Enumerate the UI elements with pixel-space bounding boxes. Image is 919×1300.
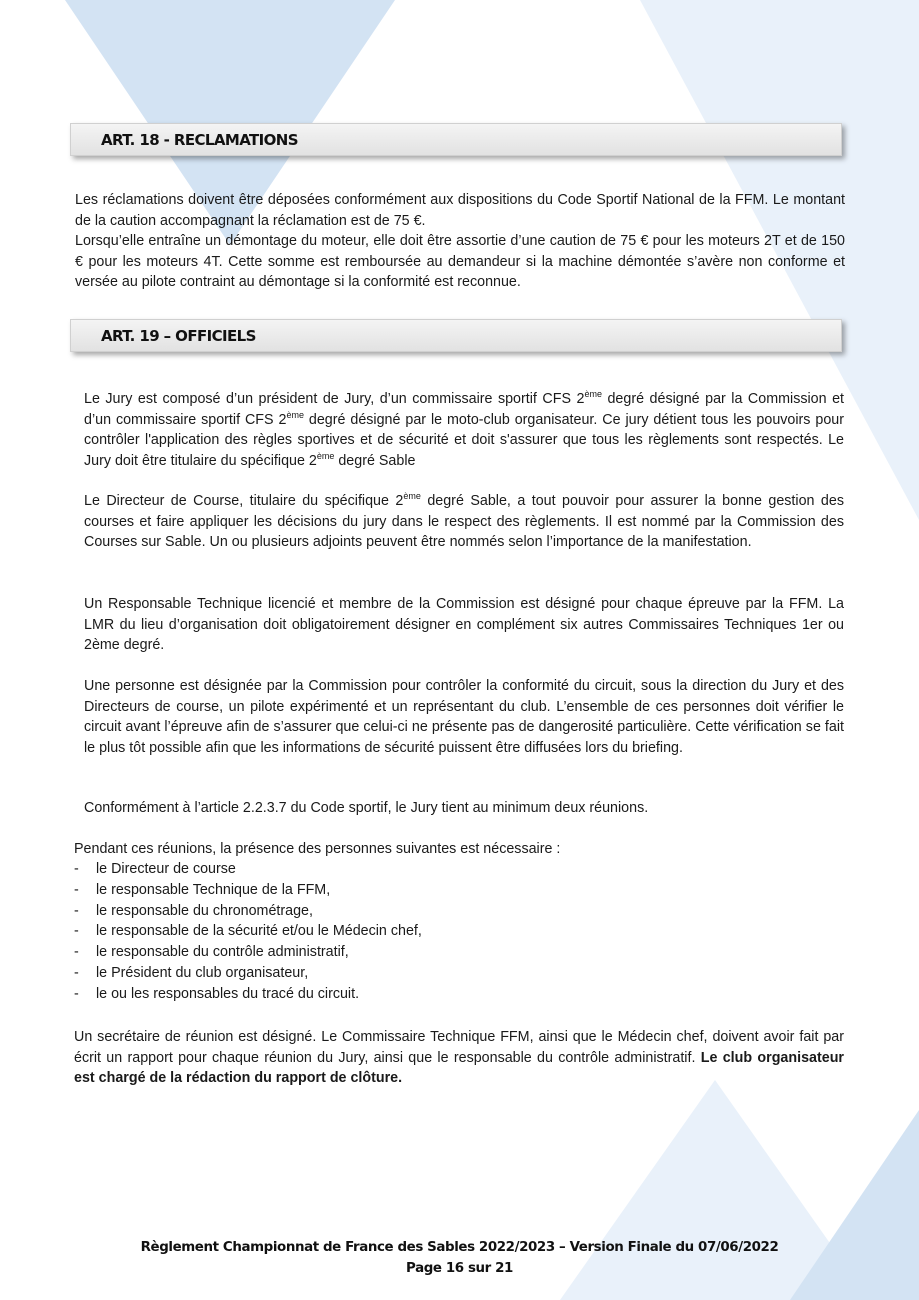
paragraph-director: Le Directeur de Course, titulaire du spécifique 2ème degré Sable, a tout pouvoir pour assurer la bonne gestion des courses et faire appliquer les décisions du jury dans le respect des règlements. Il est nommé par la Commission des Courses sur Sable. Un ou plusieurs adjoints peuvent être nommés selon l’importance de la manifestation.: [84, 491, 844, 551]
footer-title: Règlement Championnat de France des Sables 2022/2023 – Version Finale du 07/06/2022: [140, 1240, 779, 1255]
paragraph-circuit: Une personne est désignée par la Commission pour contrôler la conformité du circuit, sous la direction du Jury et des Directeurs de course, un pilote expérimenté et un représentant du club. L’ensemble de ces personnes doit vérifier le circuit avant l’épreuve afin de s’assurer que celui-ci ne présente pas de dangerosité particulière. Cette vérification se fait le plus tôt possible afin que les informations de sécurité puissent être diffusées lors du briefing.: [84, 678, 844, 756]
section-title-art19: ART. 19 – OFFICIELS: [101, 327, 256, 345]
paragraph-meetings: Conformément à l’article 2.2.3.7 du Code sportif, le Jury tient au minimum deux réunions.: [84, 800, 649, 816]
list-item: - le responsable du contrôle administratif,: [74, 944, 349, 961]
paragraph-technical: Un Responsable Technique licencié et membre de la Commission est désigné pour chaque épreuve par la FFM. La LMR du lieu d’organisation doit obligatoirement désigner en complément six autres Commissaires Techniques 1er ou 2ème degré.: [84, 596, 844, 654]
section-header-art18: [70, 123, 842, 156]
list-item: - le responsable du chronométrage,: [74, 902, 313, 919]
presence-list: [74, 859, 422, 1005]
section-title-art18: ART. 18 - RECLAMATIONS: [101, 131, 298, 149]
section-header-art19: [70, 319, 842, 352]
footer-page-number: Page 16 sur 21: [406, 1261, 513, 1276]
secretary-emphasis: Le club organisateur est chargé de la rédaction du rapport de clôture.: [74, 1049, 844, 1087]
paragraph-art18-caution: Les réclamations doivent être déposées conformément aux dispositions du Code Sportif National de la FFM. Le montant de la caution accompagnant la réclamation est de 75 €.: [75, 192, 845, 229]
list-item: - le responsable de la sécurité et/ou le Médecin chef,: [74, 923, 422, 940]
list-item: - le Président du club organisateur,: [74, 964, 309, 981]
paragraph-secretary: Un secrétaire de réunion est désigné. Le Commissaire Technique FFM, ainsi que le Médecin chef, doivent avoir fait par écrit un rapport pour chaque réunion du Jury, ainsi que le responsable du contrôle administratif. Le club organisateur est chargé de la rédaction du rapport de clôture.: [74, 1029, 844, 1087]
list-item: - le responsable Technique de la FFM,: [74, 881, 331, 898]
paragraph-jury: Le Jury est composé d’un président de Jury, d’un commissaire sportif CFS 2ème degré désigné par la Commission et d’un commissaire sportif CFS 2ème degré désigné par le moto-club organisateur. Ce jury détient tous les pouvoirs pour contrôler l'application des règles sportives et de sécurité et doit s'assurer que tous les règlements sont respectés. Le Jury doit être titulaire du spécifique 2ème degré Sable: [84, 389, 844, 469]
list-item: - le ou les responsables du tracé du circuit.: [74, 985, 360, 1002]
paragraph-art18-engine: Lorsqu’elle entraîne un démontage du moteur, elle doit être assortie d’une caution de 75 € pour les moteurs 2T et de 150 € pour les moteurs 4T. Cette somme est remboursée au demandeur si la machine démontée s’avère non conforme et versée au pilote contraint au démontage si la conformité est reconnue.: [75, 233, 845, 291]
list-item: - le Directeur de course: [74, 861, 236, 877]
paragraph-presence-intro: Pendant ces réunions, la présence des personnes suivantes est nécessaire :: [74, 841, 561, 857]
